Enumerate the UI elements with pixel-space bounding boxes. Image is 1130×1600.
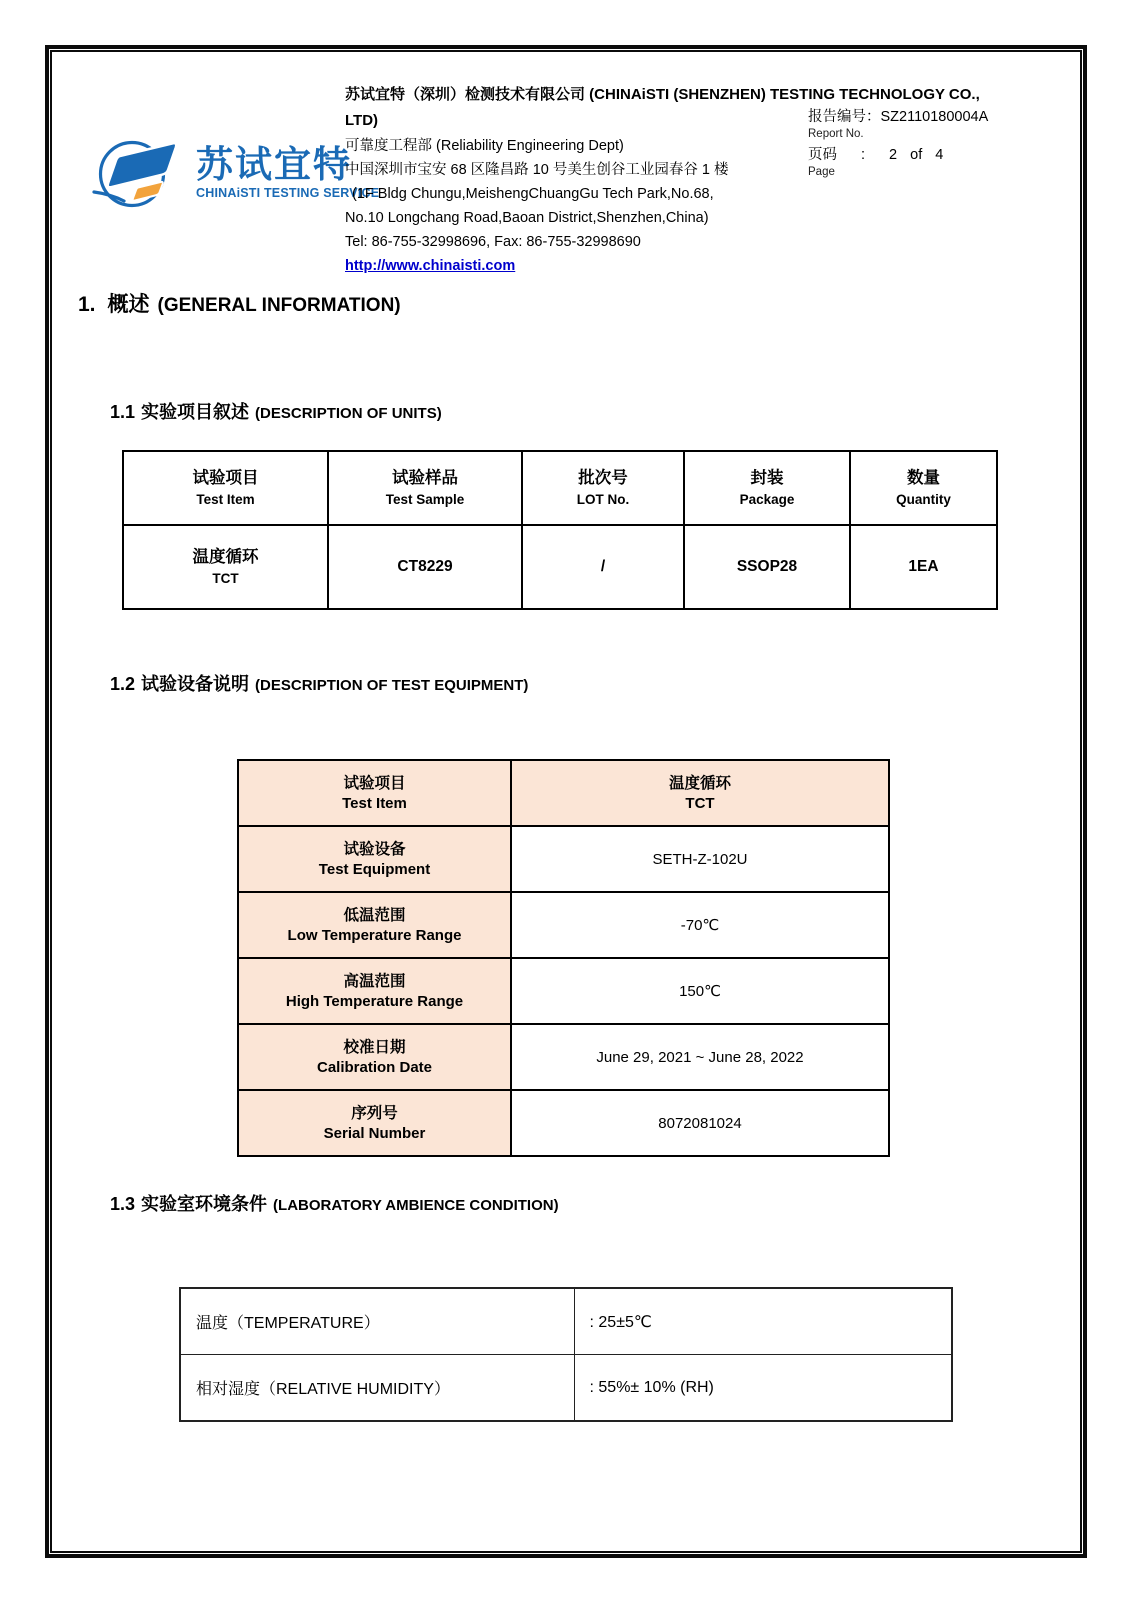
ambience-label-humidity: 相对湿度（RELATIVE HUMIDITY） bbox=[180, 1355, 574, 1422]
units-table bbox=[122, 450, 998, 610]
logo-text-en: CHINAiSTI TESTING SERVICE bbox=[196, 186, 380, 200]
section-1-2-title-en: (DESCRIPTION OF TEST EQUIPMENT) bbox=[255, 677, 529, 694]
equipment-table bbox=[237, 759, 890, 1157]
ambience-row-humidity bbox=[180, 1355, 952, 1422]
equipment-label-low-temp bbox=[238, 892, 511, 958]
chinaisti-logo-icon bbox=[92, 130, 192, 215]
equipment-label-high-temp-en: High Temperature Range bbox=[285, 993, 464, 1011]
section-1-1-title-zh: 实验项目叙述 bbox=[141, 402, 250, 422]
equipment-label-test-item-en: Test Item bbox=[342, 795, 407, 813]
units-col-test-sample-en: Test Sample bbox=[385, 492, 465, 508]
equipment-label-low-temp-en: Low Temperature Range bbox=[287, 927, 462, 945]
equipment-value-test-equipment: SETH-Z-102U bbox=[511, 826, 889, 892]
address-en-line1: (1F Bldg Chungu,MeishengChuangGu Tech Park,No.68, bbox=[352, 186, 714, 202]
company-name-line1: 苏试宜特（深圳）检测技术有限公司 (CHINAiSTI (SHENZHEN) TESTING TECHNOLOGY CO., bbox=[345, 86, 980, 103]
equipment-value-test-item bbox=[511, 760, 889, 826]
equipment-row-low-temp bbox=[238, 892, 889, 958]
ambience-label-temperature: 温度（TEMPERATURE） bbox=[180, 1288, 574, 1355]
units-data-row bbox=[123, 525, 997, 609]
website-link[interactable]: http://www.chinaisti.com bbox=[345, 258, 516, 274]
equipment-label-serial-number bbox=[238, 1090, 511, 1156]
page-label-zh: 页码 bbox=[808, 147, 837, 163]
ambience-table bbox=[179, 1287, 953, 1422]
equipment-row-calibration-date bbox=[238, 1024, 889, 1090]
units-header-row bbox=[123, 451, 997, 525]
address-zh: 中国深圳市宝安 68 区隆昌路 10 号美生创谷工业园春谷 1 楼 bbox=[345, 162, 729, 178]
equipment-label-calibration-date-en: Calibration Date bbox=[316, 1059, 433, 1077]
equipment-label-serial-number-en: Serial Number bbox=[323, 1125, 426, 1143]
equipment-row-high-temp bbox=[238, 958, 889, 1024]
section-1-2-number: 1.2 bbox=[110, 674, 136, 694]
page-number-line bbox=[808, 145, 988, 165]
units-col-test-sample bbox=[328, 451, 522, 525]
equipment-label-test-equipment bbox=[238, 826, 511, 892]
units-col-lot-no-en: LOT No. bbox=[576, 492, 630, 508]
equipment-value-high-temp: 150℃ bbox=[511, 958, 889, 1024]
department-line: 可靠度工程部 (Reliability Engineering Dept) bbox=[345, 138, 624, 154]
section-1-number: 1. bbox=[78, 293, 96, 316]
section-1-1-heading bbox=[110, 398, 442, 424]
equipment-value-low-temp: -70℃ bbox=[511, 892, 889, 958]
address-en-line2: No.10 Longchang Road,Baoan District,Shenzhen,China) bbox=[345, 210, 709, 226]
ambience-row-temperature bbox=[180, 1288, 952, 1355]
units-cell-test-item-zh: 温度循环 bbox=[192, 548, 259, 567]
ambience-value-temperature: : 25±5℃ bbox=[574, 1288, 952, 1355]
section-1-3-number: 1.3 bbox=[110, 1194, 136, 1214]
page-label-en: Page bbox=[808, 166, 835, 178]
equipment-label-high-temp bbox=[238, 958, 511, 1024]
units-col-test-item bbox=[123, 451, 328, 525]
units-col-test-sample-zh: 试验样品 bbox=[392, 469, 458, 488]
report-no-label-en: Report No. bbox=[808, 128, 864, 140]
units-col-quantity bbox=[850, 451, 997, 525]
equipment-label-calibration-date bbox=[238, 1024, 511, 1090]
section-1-heading bbox=[78, 288, 401, 318]
units-cell-test-item-en: TCT bbox=[212, 571, 239, 587]
section-1-2-heading bbox=[110, 670, 528, 696]
section-1-3-title-en: (LABORATORY AMBIENCE CONDITION) bbox=[273, 1197, 559, 1214]
equipment-label-test-item-zh: 试验项目 bbox=[343, 775, 406, 792]
section-1-1-number: 1.1 bbox=[110, 402, 136, 422]
units-col-test-item-zh: 试验项目 bbox=[192, 469, 259, 488]
tel-fax-line: Tel: 86-755-32998696, Fax: 86-755-32998690 bbox=[345, 234, 641, 250]
equipment-value-test-item-zh: 温度循环 bbox=[668, 775, 731, 792]
equipment-row-serial-number bbox=[238, 1090, 889, 1156]
units-cell-package: SSOP28 bbox=[684, 525, 850, 609]
section-1-2-title-zh: 试验设备说明 bbox=[141, 674, 250, 694]
units-col-quantity-zh: 数量 bbox=[907, 469, 940, 488]
units-col-package bbox=[684, 451, 850, 525]
units-cell-lot-no: / bbox=[522, 525, 684, 609]
units-col-lot-no bbox=[522, 451, 684, 525]
equipment-label-test-equipment-en: Test Equipment bbox=[318, 861, 431, 879]
page-colon: : bbox=[861, 147, 866, 163]
units-cell-quantity: 1EA bbox=[850, 525, 997, 609]
units-col-test-item-en: Test Item bbox=[196, 492, 255, 508]
section-1-title-en: (GENERAL INFORMATION) bbox=[157, 295, 401, 316]
equipment-label-high-temp-zh: 高温范围 bbox=[343, 973, 406, 990]
ambience-value-humidity: : 55%± 10% (RH) bbox=[574, 1355, 952, 1422]
page-value: 2 of 4 bbox=[889, 147, 944, 163]
logo-text-zh: 苏试宜特 bbox=[196, 144, 352, 185]
section-1-1-title-en: (DESCRIPTION OF UNITS) bbox=[255, 405, 442, 422]
units-col-quantity-en: Quantity bbox=[896, 492, 951, 508]
report-meta bbox=[808, 107, 988, 183]
equipment-label-low-temp-zh: 低温范围 bbox=[343, 907, 406, 924]
units-cell-test-sample: CT8229 bbox=[328, 525, 522, 609]
company-name-line2: LTD) bbox=[345, 112, 379, 129]
equipment-row-test-item bbox=[238, 760, 889, 826]
equipment-label-serial-number-zh: 序列号 bbox=[351, 1105, 398, 1122]
units-cell-test-item bbox=[123, 525, 328, 609]
equipment-row-test-equipment bbox=[238, 826, 889, 892]
equipment-value-calibration-date: June 29, 2021 ~ June 28, 2022 bbox=[511, 1024, 889, 1090]
equipment-label-test-item bbox=[238, 760, 511, 826]
report-no-label-zh: 报告编号： bbox=[808, 109, 881, 125]
equipment-label-calibration-date-zh: 校准日期 bbox=[343, 1039, 406, 1056]
units-col-package-zh: 封装 bbox=[750, 469, 784, 488]
section-1-3-heading bbox=[110, 1190, 559, 1216]
equipment-value-serial-number: 8072081024 bbox=[511, 1090, 889, 1156]
equipment-value-test-item-en: TCT bbox=[685, 795, 715, 813]
company-logo bbox=[92, 130, 379, 215]
report-no-value: SZ2110180004A bbox=[880, 109, 989, 125]
equipment-label-test-equipment-zh: 试验设备 bbox=[343, 841, 406, 858]
units-col-lot-no-zh: 批次号 bbox=[578, 469, 628, 488]
section-1-3-title-zh: 实验室环境条件 bbox=[141, 1194, 268, 1214]
report-no-line bbox=[808, 107, 988, 127]
section-1-title-zh: 概述 bbox=[107, 293, 150, 316]
units-col-package-en: Package bbox=[739, 492, 795, 508]
